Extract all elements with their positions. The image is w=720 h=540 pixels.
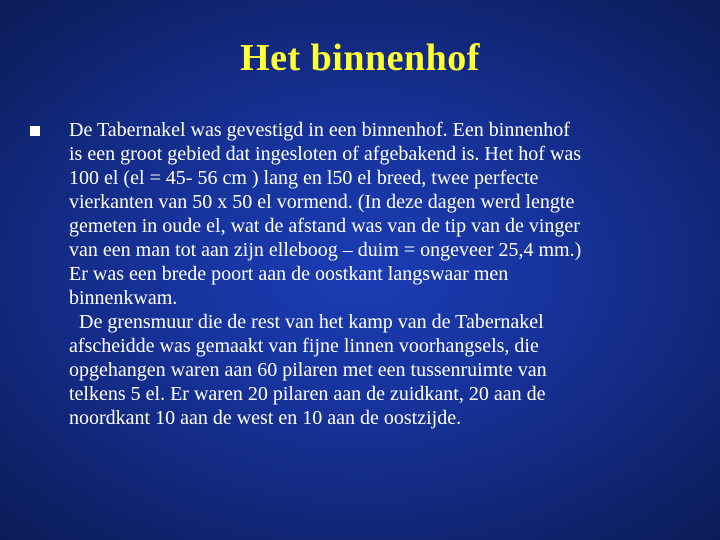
paragraph-line: De Tabernakel was gevestigd in een binnenhof. Een binnenhof — [69, 119, 570, 141]
paragraph-line: 100 el (el = 45- 56 cm ) lang en l50 el breed, twee perfecte — [69, 167, 539, 189]
paragraph-line: vierkanten van 50 x 50 el vormend. (In deze dagen werd lengte — [69, 191, 575, 213]
paragraph-line: gemeten in oude el, wat de afstand was van de tip van de vinger — [69, 215, 580, 237]
paragraph-line: van een man tot aan zijn elleboog – duim = ongeveer 25,4 mm.) — [69, 239, 582, 261]
paragraph-line: is een groot gebied dat ingesloten of afgebakend is. Het hof was — [69, 143, 582, 165]
paragraph-line: opgehangen waren aan 60 pilaren met een tussenruimte van — [69, 359, 547, 381]
bullet-paragraph — [69, 118, 701, 430]
paragraph-line: telkens 5 el. Er waren 20 pilaren aan de zuidkant, 20 aan de — [69, 383, 546, 405]
paragraph-line: De grensmuur die de rest van het kamp van de Tabernakel — [69, 311, 544, 333]
paragraph-line: afscheidde was gemaakt van fijne linnen voorhangsels, die — [69, 335, 539, 357]
paragraph-line: noordkant 10 aan de west en 10 aan de oostzijde. — [69, 407, 462, 429]
paragraph-line: Er was een brede poort aan de oostkant langswaar men — [69, 263, 509, 285]
paragraph-line: binnenkwam. — [69, 287, 178, 309]
square-bullet-icon — [30, 126, 40, 136]
slide-title: Het binnenhof — [240, 37, 480, 79]
